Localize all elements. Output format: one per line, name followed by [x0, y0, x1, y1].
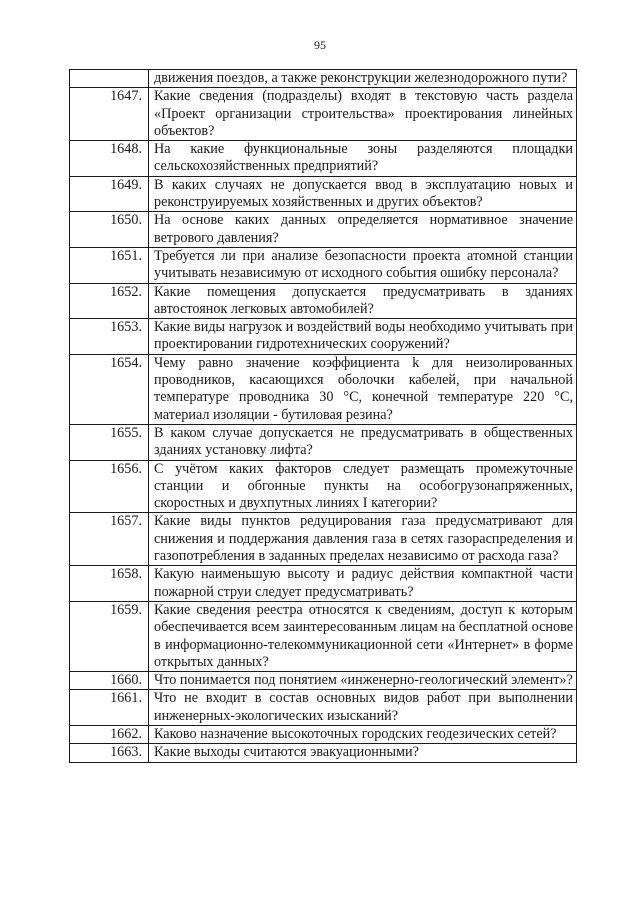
question-text: Чему равно значение коэффициента k для неизолированных проводников, касающихся оболочки кабелей, при начальной температуре проводника 30 °С, конечной температуре 220 °С, материал изоляции - бутиловая резина? [149, 354, 577, 424]
question-number: 1651. [70, 247, 149, 283]
question-text: Каково назначение высокоточных городских геодезических сетей? [149, 725, 577, 743]
question-number: 1647. [70, 88, 149, 141]
table-row [70, 283, 577, 319]
question-number: 1653. [70, 319, 149, 355]
question-text: Какие виды нагрузок и воздействий воды необходимо учитывать при проектировании гидротехнических сооружений? [149, 319, 577, 355]
question-number: 1655. [70, 424, 149, 460]
question-number: 1658. [70, 566, 149, 602]
questions-table [69, 69, 577, 763]
question-number: 1650. [70, 212, 149, 248]
question-number: 1649. [70, 176, 149, 212]
table-row [70, 725, 577, 743]
table-row [70, 744, 577, 762]
table-row [70, 319, 577, 355]
question-text: Какие сведения (подразделы) входят в текстовую часть раздела «Проект организации строительства» проектирования линейных объектов? [149, 88, 577, 141]
question-text: Что понимается под понятием «инженерно-геологический элемент»? [149, 672, 577, 690]
question-number: 1661. [70, 690, 149, 726]
question-number: 1659. [70, 601, 149, 671]
table-row [70, 88, 577, 141]
question-text: Какую наименьшую высоту и радиус действия компактной части пожарной струи следует предусматривать? [149, 566, 577, 602]
question-number: 1660. [70, 672, 149, 690]
question-text: На основе каких данных определяется нормативное значение ветрового давления? [149, 212, 577, 248]
question-number [70, 70, 149, 88]
question-text: С учётом каких факторов следует размещать промежуточные станции и обгонные пункты на особогрузонапряженных, скоростных и двухпутных линиях I категории? [149, 460, 577, 513]
question-text: Какие виды пунктов редуцирования газа предусматривают для снижения и поддержания давления газа в сетях газораспределения и газопотребления в заданных пределах независимо от расхода газа? [149, 513, 577, 566]
question-number: 1662. [70, 725, 149, 743]
question-text: Какие помещения допускается предусматривать в зданиях автостоянок легковых автомобилей? [149, 283, 577, 319]
question-text: Требуется ли при анализе безопасности проекта атомной станции учитывать независимую от исходного события ошибку персонала? [149, 247, 577, 283]
question-text: На какие функциональные зоны разделяются площадки сельскохозяйственных предприятий? [149, 141, 577, 177]
page-number: 95 [314, 38, 326, 52]
question-number: 1652. [70, 283, 149, 319]
question-number: 1656. [70, 460, 149, 513]
table-row [70, 70, 577, 88]
table-row [70, 601, 577, 671]
question-text: Какие выходы считаются эвакуационными? [149, 744, 577, 762]
question-text: Какие сведения реестра относятся к сведениям, доступ к которым обеспечивается всем заинтересованным лицам на бесплатной основе в информационно-телекоммуникационной сети «Интернет» в форме открытых данных? [149, 601, 577, 671]
question-text: В каких случаях не допускается ввод в эксплуатацию новых и реконструируемых хозяйственных и других объектов? [149, 176, 577, 212]
question-text: В каком случае допускается не предусматривать в общественных зданиях установку лифта? [149, 424, 577, 460]
table-row [70, 212, 577, 248]
table-row [70, 141, 577, 177]
question-number: 1648. [70, 141, 149, 177]
table-row [70, 566, 577, 602]
table-row [70, 354, 577, 424]
question-text: движения поездов, а также реконструкции железнодорожного пути? [149, 70, 577, 88]
table-row [70, 672, 577, 690]
question-text: Что не входит в состав основных видов работ при выполнении инженерных-экологических изысканий? [149, 690, 577, 726]
table-row [70, 513, 577, 566]
table-row [70, 247, 577, 283]
question-number: 1654. [70, 354, 149, 424]
table-row [70, 176, 577, 212]
table-row [70, 424, 577, 460]
question-number: 1663. [70, 744, 149, 762]
question-number: 1657. [70, 513, 149, 566]
table-row [70, 690, 577, 726]
table-row [70, 460, 577, 513]
